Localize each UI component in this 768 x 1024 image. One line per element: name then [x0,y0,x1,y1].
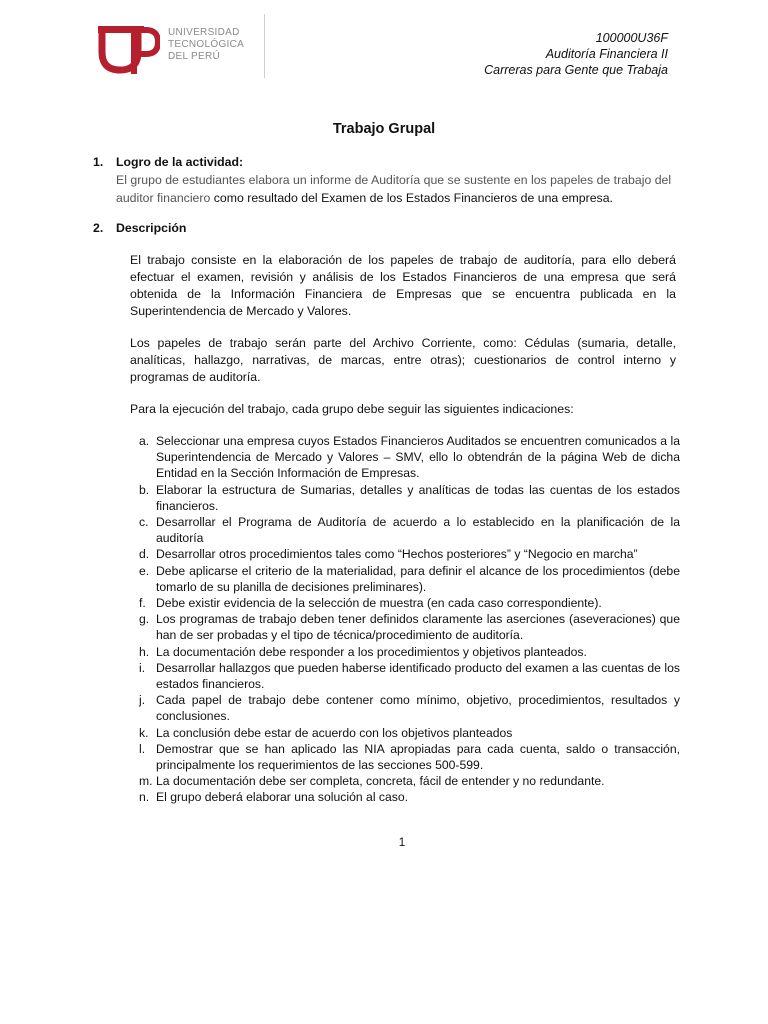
indicaciones-list [130,433,680,806]
list-item [130,741,680,773]
list-item-text: Cada papel de trabajo debe contener como mínimo, objetivo, procedimientos, resultados y conclusiones. [156,693,680,724]
list-marker: m. [139,774,153,789]
list-item [130,482,680,514]
list-item [130,433,680,482]
logo-divider [264,14,265,78]
section-heading: Descripción [116,221,187,235]
section-number: 1. [93,155,104,169]
list-marker: d. [139,547,150,562]
list-marker: k. [139,725,149,740]
list-marker: a. [139,434,150,448]
utp-logo-mark [98,18,160,78]
list-item-text: Desarrollar otros procedimientos tales como “Hechos posteriores” y “Negocio en marcha” [156,547,638,562]
logro-text-rest: como resultado del Examen de los Estados Financieros de una empresa. [210,191,613,205]
list-item-text: Elaborar la estructura de Sumarias, detalles y analíticas de todas las cuentas de los estados financieros. [156,482,680,513]
logro-text [116,171,678,207]
list-marker: e. [139,563,150,578]
list-item [130,692,680,724]
list-item [130,789,680,805]
list-item-text: Los programas de trabajo deben tener definidos claramente las aserciones (aseveraciones) que han de ser probadas y el tipo de técnica/procedimiento de auditoría. [156,612,680,643]
section-heading: Logro de la actividad: [116,155,244,169]
logro-text-highlight: El grupo de estudiantes elabora un informe de Auditoría que se sustente en los papeles de trabajo del auditor financiero [116,173,672,205]
logo-wordmark [168,27,244,63]
logo-line: TECNOLÓGICA [168,39,245,50]
logo-line: UNIVERSIDAD [168,27,240,38]
list-item-text: Desarrollar el Programa de Auditoría de acuerdo a lo establecido en la planificación de la auditoría [156,515,680,546]
list-marker: f. [139,596,146,611]
list-item-text: La documentación debe responder a los procedimientos y objetivos planteados. [156,644,587,659]
page-number: 1 [398,837,406,849]
list-item-text: Demostrar que se han aplicado las NIA apropiadas para cada cuenta, saldo o transacción, principalmente los requerimientos de las secciones 500-599. [156,741,680,773]
course-code: 100000U36F [595,31,668,45]
paragraph-1: El trabajo consiste en la elaboración de los papeles de trabajo de auditoría, para ello deberá efectuar el examen, revisión y análisis de los Estados Financieros de una empresa que será obtenida de la Información Financiera de Empresas que se encuentra publicada en la Superintendencia de Mercado y Valores. [130,253,676,318]
list-item-text: La conclusión debe estar de acuerdo con los objetivos planteados [156,725,513,740]
list-marker: h. [139,644,150,659]
list-item [130,644,680,660]
list-item [130,563,680,595]
list-item-text: El grupo deberá elaborar una solución al caso. [156,790,409,805]
list-item [130,660,680,692]
list-item-text: Seleccionar una empresa cuyos Estados Financieros Auditados se encuentren comunicados a la Superintendencia de Mercado y Valores – SMV, ello lo obtendrán de la página Web de dicha Entidad en la Sección Información de Empresas. [156,434,680,481]
document-header-info [484,30,668,78]
list-item-text: La documentación debe ser completa, concreta, fácil de entender y no redundante. [156,774,605,789]
logo-line: DEL PERÚ [168,51,221,62]
list-marker: b. [139,482,150,497]
paragraph-2: Los papeles de trabajo serán parte del Archivo Corriente, como: Cédulas (sumaria, detalle, analíticas, hallazgo, narrativas, de marcas, entre otras); cuestionarios de control interno y programas de auditoría. [130,336,676,384]
list-marker: c. [139,515,149,530]
list-item-text: Desarrollar hallazgos que pueden haberse identificado producto del examen a las cuentas de los estados financieros. [156,660,680,692]
list-item [130,595,680,611]
list-marker: n. [139,790,150,805]
list-item [130,773,680,789]
document-title: Trabajo Grupal [332,121,436,137]
course-name: Auditoría Financiera II [545,47,668,61]
list-item [130,611,680,643]
list-item [130,514,680,546]
paragraph-3: Para la ejecución del trabajo, cada grupo debe seguir las siguientes indicaciones: [130,402,574,416]
list-marker: j. [139,693,146,708]
list-marker: i. [139,660,146,675]
list-item [130,546,680,562]
list-item-text: Debe aplicarse el criterio de la materialidad, para definir el alcance de los procedimientos (debe tomarlo de su planilla de decisiones preliminares). [156,563,680,594]
list-item [130,725,680,741]
list-marker: g. [139,612,150,627]
section-number: 2. [93,221,104,235]
list-marker: l. [139,741,146,756]
program-name: Carreras para Gente que Trabaja [484,63,668,77]
list-item-text: Debe existir evidencia de la selección de muestra (en cada caso correspondiente). [156,596,602,611]
